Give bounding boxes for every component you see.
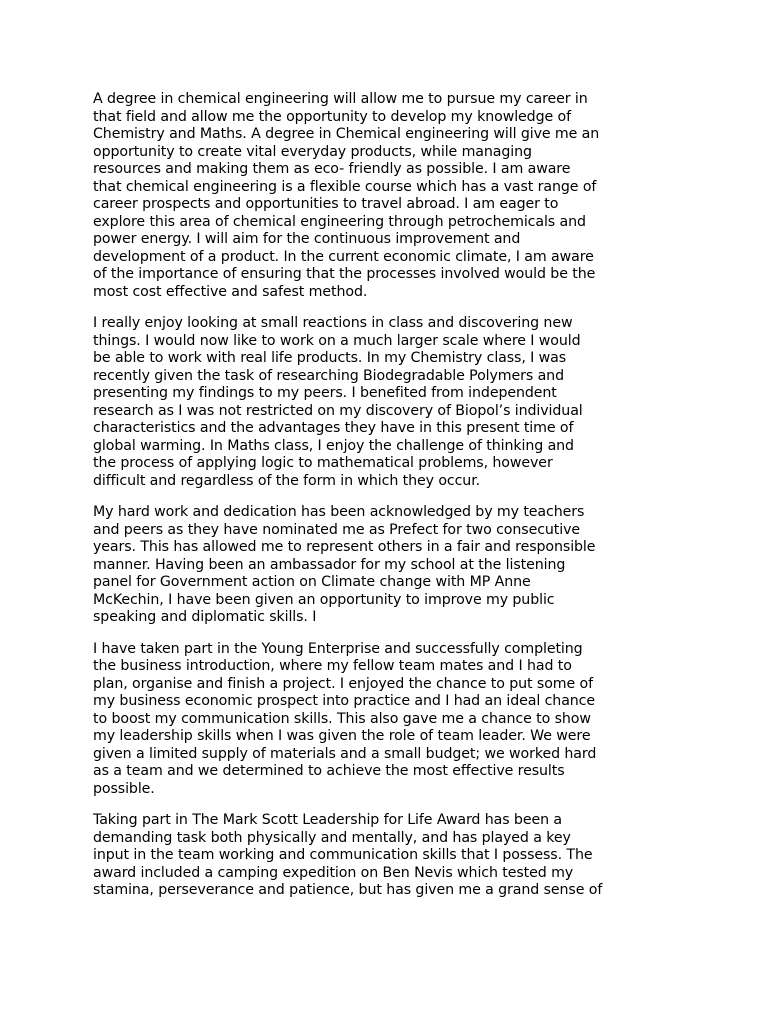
- text-line: award included a camping expedition on Ben Nevis which tested my: [93, 864, 574, 881]
- text-line: presenting my findings to my peers. I benefited from independent: [93, 385, 557, 401]
- text-line: given a limited supply of materials and a small budget; we worked hard: [93, 745, 597, 762]
- text-line: characteristics and the advantages they have in this present time of: [93, 420, 574, 436]
- text-line: most cost effective and safest method.: [93, 283, 368, 300]
- text-line: panel for Government action on Climate change with MP Anne: [93, 574, 531, 590]
- paragraph-3: [93, 504, 683, 627]
- text-line: Taking part in The Mark Scott Leadership for Life Award has been a: [93, 812, 562, 828]
- document-body: [93, 91, 683, 914]
- text-line: I really enjoy looking at small reactions in class and discovering new: [93, 315, 573, 331]
- text-line: of the importance of ensuring that the processes involved would be the: [93, 266, 596, 282]
- text-line: I have taken part in the Young Enterprise and successfully completing: [93, 640, 583, 657]
- text-line: the process of applying logic to mathematical problems, however: [93, 455, 553, 471]
- text-line: development of a product. In the current economic climate, I am aware: [93, 248, 594, 265]
- text-line: years. This has allowed me to represent others in a fair and responsible: [93, 539, 596, 555]
- text-line: global warming. In Maths class, I enjoy the challenge of thinking and: [93, 437, 574, 454]
- text-line: McKechin, I have been given an opportunity to improve my public: [93, 591, 555, 608]
- text-line: input in the team working and communication skills that I possess. The: [93, 847, 593, 863]
- text-line: and peers as they have nominated me as Prefect for two consecutive: [93, 521, 581, 538]
- text-line: things. I would now like to work on a much larger scale where I would: [93, 332, 581, 349]
- text-line: as a team and we determined to achieve the most effective results: [93, 763, 565, 779]
- text-line: that field and allow me the opportunity to develop my knowledge of: [93, 108, 571, 125]
- text-line: manner. Having been an ambassador for my school at the listening: [93, 556, 566, 573]
- paragraph-1: [93, 91, 683, 301]
- text-line: explore this area of chemical engineering through petrochemicals and: [93, 213, 586, 230]
- text-line: Chemistry and Maths. A degree in Chemical engineering will give me an: [93, 126, 600, 142]
- text-line: My hard work and dedication has been acknowledged by my teachers: [93, 504, 585, 520]
- text-line: my leadership skills when I was given the role of team leader. We were: [93, 728, 591, 744]
- text-line: the business introduction, where my fellow team mates and I had to: [93, 658, 572, 674]
- text-line: be able to work with real life products. In my Chemistry class, I was: [93, 350, 567, 366]
- text-line: demanding task both physically and mentally, and has played a key: [93, 829, 571, 846]
- text-line: resources and making them as eco- friendly as possible. I am aware: [93, 161, 571, 177]
- text-line: plan, organise and finish a project. I enjoyed the chance to put some of: [93, 675, 594, 692]
- text-line: my business economic prospect into practice and I had an ideal chance: [93, 693, 596, 709]
- text-line: possible.: [93, 780, 155, 797]
- text-line: to boost my communication skills. This also gave me a chance to show: [93, 710, 591, 727]
- paragraph-5: [93, 812, 683, 900]
- text-line: A degree in chemical engineering will allow me to pursue my career in: [93, 91, 588, 107]
- text-line: opportunity to create vital everyday products, while managing: [93, 143, 532, 160]
- text-line: difficult and regardless of the form in which they occur.: [93, 472, 481, 489]
- text-line: research as I was not restricted on my discovery of Biopol’s individual: [93, 402, 583, 419]
- text-line: that chemical engineering is a flexible course which has a vast range of: [93, 178, 597, 195]
- text-line: career prospects and opportunities to travel abroad. I am eager to: [93, 196, 559, 212]
- text-line: power energy. I will aim for the continuous improvement and: [93, 231, 521, 247]
- text-line: speaking and diplomatic skills. I: [93, 609, 317, 625]
- paragraph-2: [93, 315, 683, 490]
- paragraph-4: [93, 641, 683, 799]
- text-line: recently given the task of researching Biodegradable Polymers and: [93, 367, 564, 384]
- text-line: stamina, perseverance and patience, but has given me a grand sense of: [93, 882, 603, 898]
